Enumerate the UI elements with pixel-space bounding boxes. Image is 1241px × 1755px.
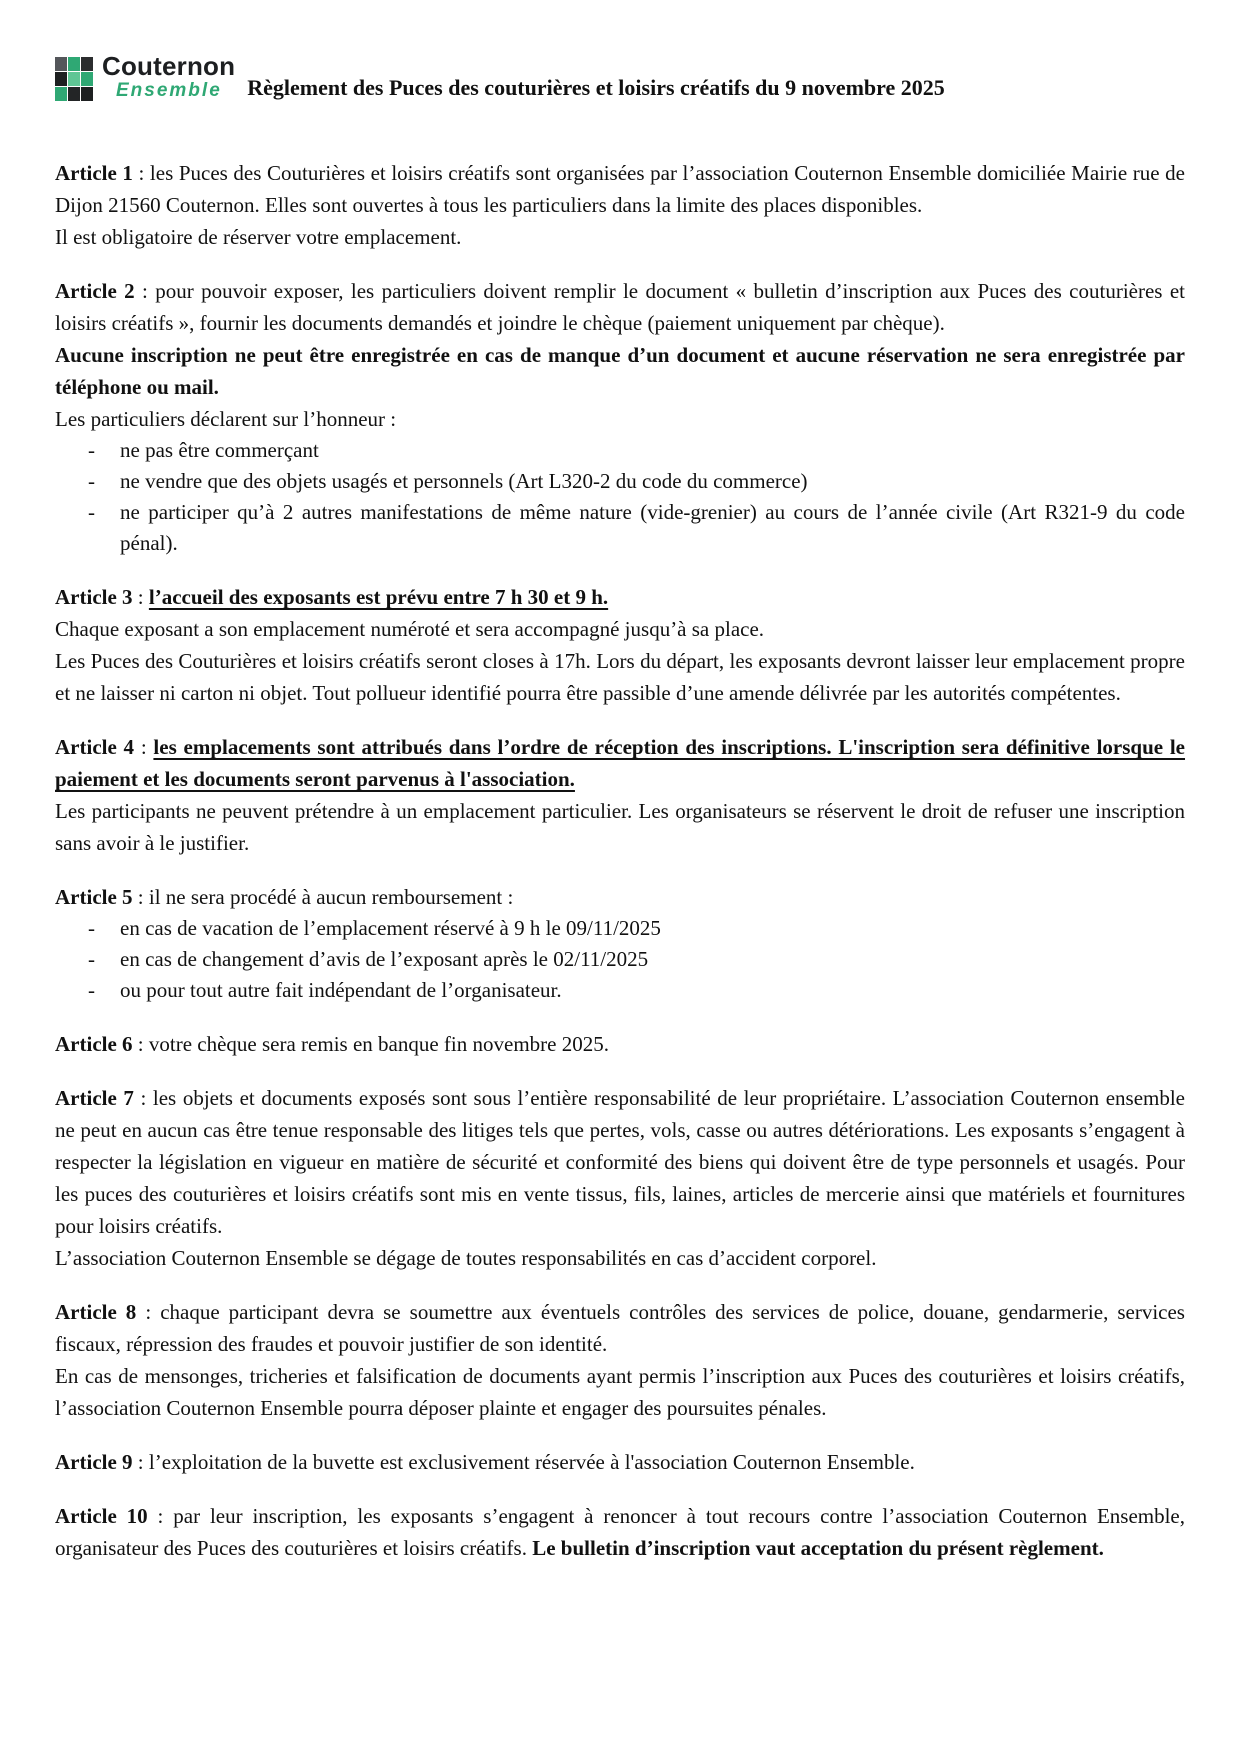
article-8-label: Article 8 [55, 1300, 137, 1324]
document-title: Règlement des Puces des couturières et loisirs créatifs du 9 novembre 2025 [247, 75, 945, 100]
article-8-text: chaque participant devra se soumettre aux éventuels contrôles des services de police, douane, gendarmerie, services fiscaux, répression des fraudes et pouvoir justifier de son identité. [55, 1300, 1185, 1356]
article-4-paragraph-2 [55, 795, 1185, 859]
article-4 [55, 731, 1185, 859]
article-1-line2: Il est obligatoire de réserver votre emplacement. [55, 225, 462, 249]
article-2-paragraph-1 [55, 275, 1185, 339]
article-10-label: Article 10 [55, 1504, 148, 1528]
article-8-paragraph-2 [55, 1360, 1185, 1424]
article-7-separator: : [133, 1086, 153, 1110]
article-6-label: Article 6 [55, 1032, 133, 1056]
bullet-dash: - [88, 500, 95, 524]
article-2-bold-paragraph [55, 339, 1185, 403]
article-2-separator: : [134, 279, 156, 303]
article-5-list-item-2 [55, 944, 1185, 975]
article-2-honor-intro [55, 403, 1185, 435]
article-2-list-item-3 [55, 497, 1185, 559]
logo-subname: Ensemble [116, 80, 222, 101]
article-3-line2: Chaque exposant a son emplacement numéroté et sera accompagné jusqu’à sa place. [55, 617, 765, 641]
article-4-separator: : [134, 735, 154, 759]
article-2-list-item-1 [55, 435, 1185, 466]
article-5-list-item-3 [55, 975, 1185, 1006]
article-3-underlined-text: l’accueil des exposants est prévu entre 7 h 30 et 9 h. [148, 585, 609, 609]
logo-grid-cell-6 [55, 87, 67, 101]
article-6 [55, 1028, 1185, 1060]
article-1-paragraph-2 [55, 221, 1185, 253]
article-5-text: il ne sera procédé à aucun remboursement : [148, 885, 514, 909]
article-3-heading [55, 581, 1185, 613]
logo-grid-cell-7 [68, 87, 80, 101]
article-9-separator: : [132, 1450, 149, 1474]
article-10-text: par leur inscription, les exposants s’engagent à renoncer à tout recours contre l’association Couternon Ensemble, organisateur des Puces des couturières et loisirs créatifs. [55, 1504, 1186, 1560]
article-8 [55, 1296, 1185, 1424]
article-9-paragraph [55, 1446, 1185, 1478]
article-5-separator: : [132, 885, 149, 909]
article-9-label: Article 9 [55, 1450, 133, 1474]
article-3-text: Les Puces des Couturières et loisirs créatifs seront closes à 17h. Lors du départ, les exposants devront laisser leur emplacement propre et ne laisser ni carton ni objet. Tout pollueur identifié pourra être passible d’une amende délivrée par les autorités compétentes. [55, 649, 1185, 705]
article-5-list-item-1 [55, 913, 1185, 944]
article-4-text: Les participants ne peuvent prétendre à un emplacement particulier. Les organisateurs se réservent le droit de refuser une inscription sans avoir à le justifier. [55, 799, 1185, 855]
bullet-dash: - [88, 469, 95, 493]
document-body [55, 157, 1185, 1564]
article-4-heading [55, 731, 1185, 795]
logo-grid-cell-5 [81, 72, 93, 86]
bullet-text: ne vendre que des objets usagés et personnels (Art L320-2 du code du commerce) [120, 469, 808, 493]
article-6-paragraph [55, 1028, 1185, 1060]
logo-text [102, 53, 235, 101]
article-9-text: l’exploitation de la buvette est exclusivement réservée à l'association Couternon Ensemble. [148, 1450, 915, 1474]
article-4-underlined-text: les emplacements sont attribués dans l’ordre de réception des inscriptions. L'inscription sera définitive lorsque le paiement et les documents seront parvenus à l'association. [55, 735, 1186, 791]
bullet-text: en cas de vacation de l’emplacement réservé à 9 h le 09/11/2025 [120, 916, 661, 940]
article-7-paragraph-2 [55, 1242, 1185, 1274]
article-2-list-item-2 [55, 466, 1185, 497]
article-1-text: les Puces des Couturières et loisirs créatifs sont organisées par l’association Couternon Ensemble domiciliée Mairie rue de Dijon 21560 Couternon. Elles sont ouvertes à tous les particuliers dans la limite des places disponibles. [55, 161, 1185, 217]
article-7-label: Article 7 [55, 1086, 134, 1110]
bullet-dash: - [88, 438, 95, 462]
article-1-label: Article 1 [55, 161, 133, 185]
article-2 [55, 275, 1185, 559]
bullet-text: ne participer qu’à 2 autres manifestations de même nature (vide-grenier) au cours de l’année civile (Art R321-9 du code pénal). [120, 500, 1185, 555]
article-2-bold-text: Aucune inscription ne peut être enregistrée en cas de manque d’un document et aucune réservation ne sera enregistrée par téléphone ou mail. [55, 343, 1185, 399]
article-9 [55, 1446, 1185, 1478]
article-2-honor-intro-text: Les particuliers déclarent sur l’honneur : [55, 407, 397, 431]
bullet-text: ou pour tout autre fait indépendant de l’organisateur. [120, 978, 562, 1002]
logo-name: Couternon [102, 51, 236, 81]
logo-grid-cell-1 [68, 57, 80, 71]
logo-grid-cell-0 [55, 57, 67, 71]
article-7 [55, 1082, 1185, 1274]
logo-grid-cell-4 [68, 72, 80, 86]
article-3-paragraph-2 [55, 613, 1185, 645]
logo-grid-icon [55, 57, 93, 101]
article-8-separator: : [136, 1300, 161, 1324]
article-5 [55, 881, 1185, 1006]
article-7-text: les objets et documents exposés sont sous l’entière responsabilité de leur propriétaire. L’association Couternon ensemble ne peut en aucun cas être tenue responsable des litiges tels que pertes, vols, casse ou autres détériorations. Les exposants s’engagent à respecter la législation en vigueur en matière de sécurité et conformité des biens qui doivent être de type personnels et usagés. Pour les puces des couturières et loisirs créatifs sont mis en vente tissus, fils, laines, articles de mercerie ainsi que matériels et fournitures pour loisirs créatifs. [55, 1086, 1185, 1238]
article-10-paragraph [55, 1500, 1185, 1564]
bullet-text: en cas de changement d’avis de l’exposant après le 02/11/2025 [120, 947, 649, 971]
bullet-dash: - [88, 978, 95, 1002]
article-3-separator: : [132, 585, 149, 609]
couternon-ensemble-logo [55, 53, 235, 101]
article-2-label: Article 2 [55, 279, 135, 303]
article-7-paragraph-1 [55, 1082, 1185, 1242]
article-10-bold-text: Le bulletin d’inscription vaut acceptation du présent règlement. [532, 1536, 1104, 1560]
bullet-dash: - [88, 947, 95, 971]
article-5-heading [55, 881, 1185, 913]
article-2-text: pour pouvoir exposer, les particuliers doivent remplir le document « bulletin d’inscription aux Puces des couturières et loisirs créatifs », fournir les documents demandés et joindre le chèque (paiement uniquement par chèque). [55, 279, 1185, 335]
article-6-separator: : [132, 1032, 149, 1056]
logo-grid-cell-3 [55, 72, 67, 86]
document-header [55, 53, 1185, 101]
article-6-text: votre chèque sera remis en banque fin novembre 2025. [148, 1032, 609, 1056]
bullet-dash: - [88, 916, 95, 940]
article-3-label: Article 3 [55, 585, 133, 609]
article-7-line2: L’association Couternon Ensemble se dégage de toutes responsabilités en cas d’accident corporel. [55, 1246, 877, 1270]
article-3-paragraph-3 [55, 645, 1185, 709]
logo-grid-cell-8 [81, 87, 93, 101]
bullet-text: ne pas être commerçant [120, 438, 319, 462]
article-8-line2: En cas de mensonges, tricheries et falsification de documents ayant permis l’inscription aux Puces des couturières et loisirs créatifs, l’association Couternon Ensemble pourra déposer plainte et engager des poursuites pénales. [55, 1364, 1185, 1420]
article-1-paragraph-1 [55, 157, 1185, 221]
logo-grid-cell-2 [81, 57, 93, 71]
article-4-label: Article 4 [55, 735, 135, 759]
article-5-label: Article 5 [55, 885, 133, 909]
article-1-separator: : [132, 161, 150, 185]
article-10-separator: : [147, 1504, 174, 1528]
article-8-paragraph-1 [55, 1296, 1185, 1360]
article-10 [55, 1500, 1185, 1564]
article-1 [55, 157, 1185, 253]
article-3 [55, 581, 1185, 709]
